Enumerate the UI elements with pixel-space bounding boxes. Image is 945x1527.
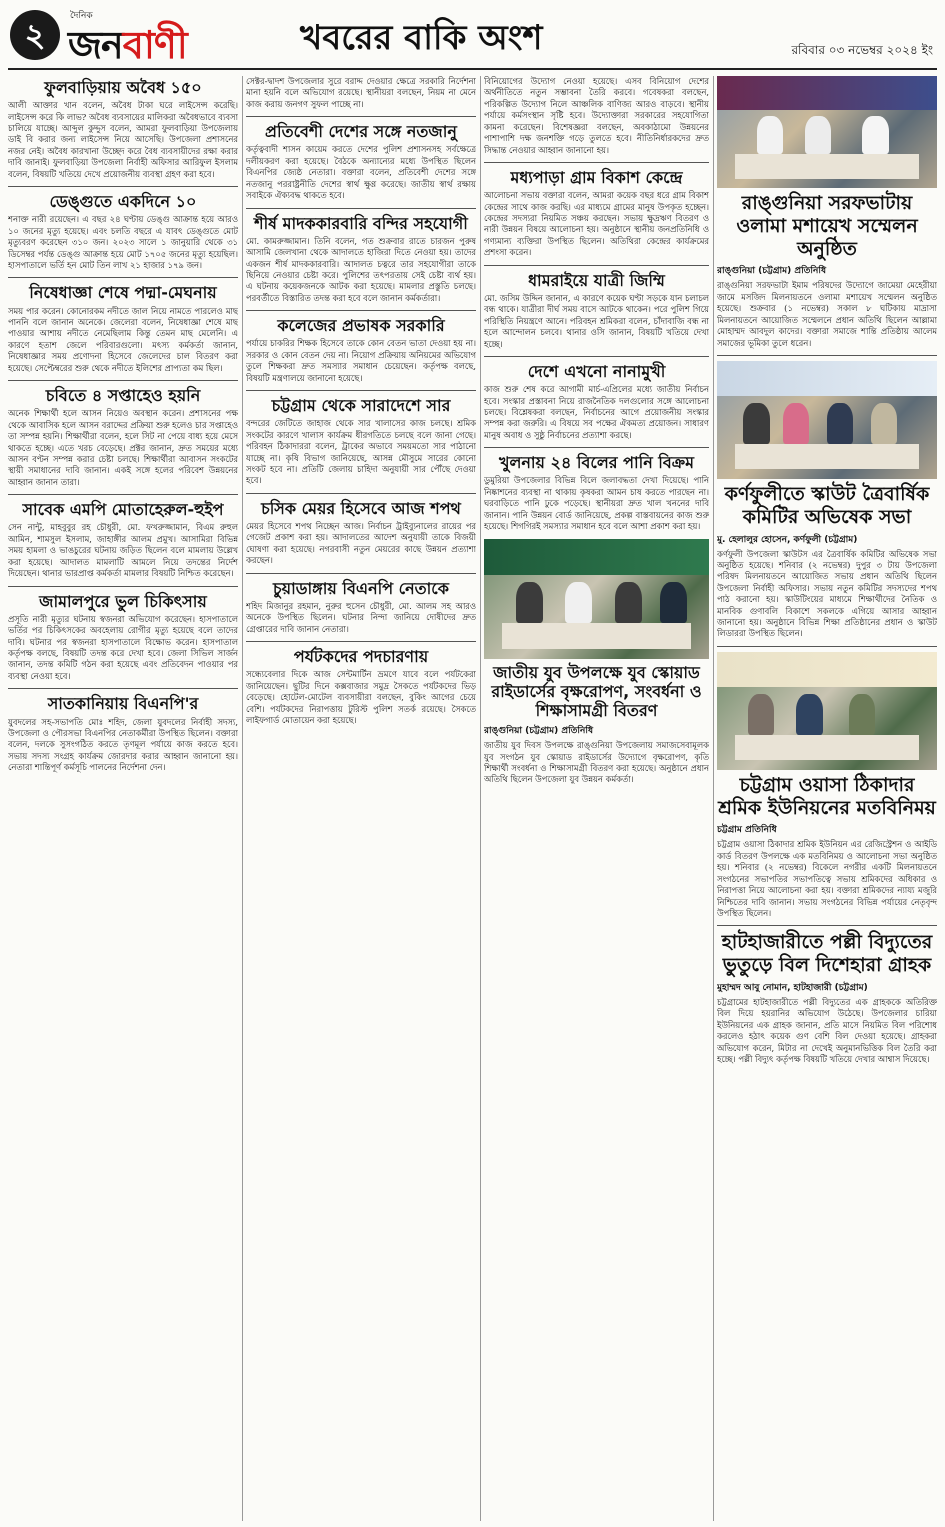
- article-headline: সাতকানিয়ায় বিএনপি'র: [47, 694, 199, 714]
- article-body: যুবদলের সহ-সভাপতি মোঃ শহিদ, জেলা যুবদলের নির্বাহী সদস্য, উপজেলা ও পৌরসভা বিএনপির নেতাকর্মীরা উপস্থিত ছিলেন। বক্তারা বলেন, দলকে সুসংগঠিত করতে তৃণমূল পর্যায়ে কাজ করতে হবে। সভায় সদস্য সংগ্রহ কার্যক্রম জোরদার করার আহ্বান জানানো হয়। নেতারা শান্তিপূর্ণ কর্মসূচি পালনের নির্দেশনা দেন।: [8, 716, 238, 773]
- divider: [246, 390, 476, 391]
- article-headline: চট্টগ্রাম থেকে সারাদেশে সার: [271, 396, 451, 416]
- column-2: [246, 76, 476, 1521]
- article-headline: খুলনায় ২৪ বিলের পানি বিক্রম: [498, 453, 695, 473]
- article[interactable]: [246, 122, 476, 201]
- article-body: সেক্টর-দ্বাদশ উপজেলার সুরে বরাদ্দ দেওয়ার ক্ষেত্রে সরকারি নির্দেশনা মানা হয়নি বলে অভিযোগ রয়েছে। স্থানীয়রা বলছেন, নিয়ম না মেনে কাজ করায় জনগণ সুফল পাচ্ছে না।: [246, 76, 476, 109]
- divider: [246, 573, 476, 574]
- article[interactable]: [246, 579, 476, 635]
- divider: [8, 277, 238, 278]
- divider: [717, 355, 937, 356]
- divider: [8, 688, 238, 689]
- article-byline: রাঙ্গুনিয়া (চট্টগ্রাম) প্রতিনিধি: [717, 266, 826, 277]
- divider: [8, 586, 238, 587]
- article[interactable]: [484, 362, 709, 441]
- article-body: সন্ধ্যেবেলার দিকে আজ সেন্টমার্টিন ভ্রমণে যাবে বলে পর্যটকেরা জানিয়েছেন। ছুটির দিনে কক্সবাজার সমুদ্র সৈকতে পর্যটকদের ভিড় বেড়েছে। হোটেল-মোটেল ব্যবসায়ীরা বলছেন, বুকিং আগের চেয়ে বেশি। পর্যটকদের নিরাপত্তায় টুরিস্ট পুলিশ সতর্ক রয়েছে। সৈকতে লাইফগার্ড মোতায়েন করা হয়েছে।: [246, 669, 476, 726]
- article[interactable]: [717, 931, 937, 1065]
- article-byline: মুহাম্মদ আবু নোমান, হাটহাজারী (চট্টগ্রাম): [717, 983, 868, 994]
- article-headline: নিষেধাজ্ঞা শেষে পদ্মা-মেঘনায়: [29, 283, 217, 303]
- article-byline: রাঙ্গুনিয়া (চট্টগ্রাম) প্রতিনিধি: [484, 726, 593, 737]
- article[interactable]: [484, 271, 709, 350]
- article[interactable]: [8, 694, 238, 773]
- article-body: পর্যায়ে চাকরির শিক্ষক হিসেবে তাকে কোন বেতন ভাতা দেওয়া হয় না। সরকার ও কোন বেতন দেয় না। নিয়োগ প্রক্রিয়ায় অনিয়মের অভিযোগ তুলে শিক্ষকরা দ্রুত সমস্যার সমাধান চেয়েছেন। কর্তৃপক্ষ বলছে, বিষয়টি মন্ত্রণালয়ে জানানো হয়েছে।: [246, 338, 476, 383]
- article[interactable]: [484, 76, 709, 156]
- article-headline: ডেঙ্গুতে একদিনে ১০: [49, 192, 197, 212]
- article-headline: চবিতে ৪ সপ্তাহেও হয়নি: [45, 386, 201, 406]
- article-headline: হাটহাজারীতে পল্লী বিদ্যুতের ভুতুড়ে বিল দিশেহারা গ্রাহক: [721, 931, 933, 977]
- article[interactable]: [8, 283, 238, 374]
- article-headline: কলেজের প্রভাষক সরকারি: [277, 316, 445, 336]
- article[interactable]: [484, 453, 709, 532]
- column-divider: [480, 76, 481, 1521]
- article-body: শহিদ মিজানুর রহমান, নুরুর হুসেন চৌধুরী, মো. আলম সহ আরও অনেকে উপস্থিত ছিলেন। ঘটনার নিন্দা জানিয়ে দোষীদের দ্রুত গ্রেপ্তারের দাবি জানান নেতারা।: [246, 600, 476, 634]
- divider: [484, 447, 709, 448]
- article-body: বন্দরের জেটিতে জাহাজ থেকে সার খালাসের কাজ চলছে। শ্রমিক সংকটের কারণে খালাস কার্যক্রম ধীরগতিতে চলছে বলে জানা গেছে। পরিবহন ঠিকাদাররা বলেন, ট্রাকের অভাবে সময়মতো সার পাঠানো যাচ্ছে না। কৃষি বিভাগ জানিয়েছে, আসন্ন মৌসুমে সারের কোনো সংকট হবে না। প্রতিটি জেলায় চাহিদা অনুযায়ী সার পৌঁছে দেওয়া হবে।: [246, 418, 476, 486]
- article-headline: চট্টগ্রাম ওয়াসা ঠিকাদার শ্রমিক ইউনিয়নের মতবিনিময়: [718, 773, 936, 819]
- article[interactable]: [484, 168, 709, 259]
- divider: [246, 310, 476, 311]
- article-body: সময় পার করেন। কোনোরকম নদীতে জাল নিয়ে নামতে পারলেও মাছ পাননি বলে জানান অনেকে। জেলেরা বলেন, নিষেধাজ্ঞা শেষে মাছ পাওয়ার আশায় নদীতে নেমেছিলাম কিন্তু তেমন মাছ মেলেনি। এ কারণে হতাশ জেলে পরিবারগুলো। মৎস্য কর্মকর্তা জানান, নিষেধাজ্ঞার সময় প্রণোদনা হিসেবে জেলেদের চাল বিতরণ করা হয়েছে। সেপ্টেম্বরের শুরু থেকে নদীতে ইলিশের প্রাপ্যতা কম ছিল।: [8, 305, 238, 373]
- article-body: শনাক্ত নারী রয়েছেন। এ বছর ২৪ ঘণ্টায় ডেঙ্গু আক্রান্ত হয়ে আরও ১০ জনের মৃত্যু হয়েছে। এবং চলতি বছরে এ যাবৎ ডেঙ্গুতে মোট মৃত্যুবরণ করেছেন ৩১০ জন। ২০২৩ সালে ১ জানুয়ারি থেকে ৩১ ডিসেম্বর পর্যন্ত ডেঙ্গু আক্রান্ত হয়ে মোট ১৭০৫ জনের মৃত্যু হয়েছিল। হাসপাতালে ভর্তি হন মোট তিন লাখ ২১ হাজার ১৭৯ জন।: [8, 214, 238, 271]
- column-divider: [242, 76, 243, 1521]
- article-body: চট্টগ্রামের হাটহাজারীতে পল্লী বিদ্যুতের এক গ্রাহককে অতিরিক্ত বিল দিয়ে হয়রানির অভিযোগ উঠেছে। উপজেলার চারিয়া ইউনিয়নের এক গ্রাহক জানান, প্রতি মাসে নিয়মিত বিল পরিশোধ করলেও হঠাৎ কয়েক গুণ বেশি বিল দেওয়া হয়েছে। গ্রাহকরা অভিযোগ করেন, মিটার না দেখেই অনুমানভিত্তিক বিল তৈরি করা হচ্ছে। পল্লী বিদ্যুৎ কর্তৃপক্ষ বিষয়টি খতিয়ে দেখার আশ্বাস দিয়েছে।: [717, 997, 937, 1065]
- logo-part-1: জন: [68, 23, 123, 67]
- column-3: [484, 76, 709, 1521]
- masthead: [0, 0, 945, 68]
- issue-date: রবিবার ০৩ নভেম্বর ২০২৪ ইং: [791, 43, 933, 57]
- article-body: আলোচনা সভায় বক্তারা বলেন, আমরা কয়েক বছর ধরে গ্রাম বিকাশ কেন্দ্রের সাথে কাজ করছি। এর মাধ্যমে গ্রামের মানুষ উপকৃত হচ্ছেন। কেন্দ্রের সদস্যরা নিয়মিত সঞ্চয় করছেন। সভায় ক্ষুদ্রঋণ বিতরণ ও নারী উন্নয়ন বিষয়ে আলোচনা হয়। অনুষ্ঠানে স্থানীয় জনপ্রতিনিধি ও গণ্যমান্য ব্যক্তিরা উপস্থিত ছিলেন। অতিথিরা কেন্দ্রের কার্যক্রমের প্রশংসা করেন।: [484, 190, 709, 258]
- divider: [246, 641, 476, 642]
- article[interactable]: [8, 500, 238, 579]
- article-body: ডুমুরিয়া উপজেলার বিভিন্ন বিলে জলাবদ্ধতা দেখা দিয়েছে। পানি নিষ্কাশনের ব্যবস্থা না থাকায় কৃষকরা আমন চাষ করতে পারছেন না। ঘরবাড়িতে পানি ঢুকে পড়েছে। স্থানীয়রা দ্রুত খাল খননের দাবি জানান। পানি উন্নয়ন বোর্ড জানিয়েছে, প্রকল্প বাস্তবায়নের কাজ শুরু হয়েছে। শিগগিরই সমস্যার সমাধান হবে বলে আশা প্রকাশ করা হয়।: [484, 475, 709, 532]
- article-headline: ধামরাইয়ে যাত্রী জিম্মি: [528, 270, 665, 290]
- article-body: জাতীয় যুব দিবস উপলক্ষে রাঙ্গুনিয়া উপজেলায় সমাজসেবামূলক যুব সংগঠন যুব স্কোয়াড রাইডার্সের উদ্যোগে বৃক্ষরোপণ, কৃতি শিক্ষার্থী সংবর্ধনা ও শিক্ষাসামগ্রী বিতরণ করা হয়েছে। অনুষ্ঠানে প্রধান অতিথি ছিলেন উপজেলা যুব উন্নয়ন কর্মকর্তা।: [484, 740, 709, 785]
- article-headline: ফুলবাড়িয়ায় অবৈধ ১৫০: [44, 78, 202, 97]
- article-headline: জামালপুরে ভুল চিকিৎসায়: [39, 591, 207, 611]
- article-headline: চুয়াডাঙ্গায় বিএনপি নেতাকে: [273, 578, 449, 598]
- masthead-rule: [8, 68, 937, 70]
- newspaper-logo[interactable]: [68, 16, 187, 80]
- article-headline: প্রতিবেশী দেশের সঙ্গে নতজানু: [265, 122, 457, 142]
- article-headline: কর্ণফুলীতে স্কাউট ত্রৈবার্ষিক কমিটির অভিষেক সভা: [724, 482, 930, 528]
- divider: [246, 208, 476, 209]
- divider: [484, 265, 709, 266]
- article[interactable]: [246, 76, 476, 110]
- article-body: মো. কামরুজ্জামান। তিনি বলেন, গত শুক্রবার রাতে চারজন পুরুষ আসামি জেলখানা থেকে আদালতে হাজিরা দিতে নেওয়া হয়। তাদের একজন শীর্ষ মাদককারবারি। আদালত চত্বরে তার সহযোগীরা তাকে ছিনিয়ে নেওয়ার চেষ্টা করে। পুলিশের তৎপরতায় সেই চেষ্টা ব্যর্থ হয়। এ ঘটনায় কয়েকজনকে আটক করা হয়েছে। মামলার প্রস্তুতি চলছে। পরবর্তীতে বিস্তারিত তদন্ত করা হবে বলে জানান কর্মকর্তারা।: [246, 235, 476, 303]
- divider: [8, 380, 238, 381]
- article-body: কাজ শুরু শেষ করে আগামী মার্চ-এপ্রিলের মধ্যে জাতীয় নির্বাচন হবে। সংস্কার প্রস্তাবনা নিয়ে রাজনৈতিক দলগুলোর সঙ্গে আলোচনা চলছে। বিশ্লেষকরা বলছেন, নির্বাচনের আগে প্রয়োজনীয় সংস্কার সম্পন্ন করা জরুরি। এ বিষয়ে সব পক্ষের ঐকমত্য প্রয়োজন। সাধারণ মানুষ অবাধ ও সুষ্ঠু নির্বাচনের প্রত্যাশা করছে।: [484, 384, 709, 440]
- article-byline: মু. হেলালুর হোসেন, কর্ণফুলী (চট্টগ্রাম): [717, 534, 858, 545]
- article-headline: চসিক মেয়র হিসেবে আজ শপথ: [261, 498, 461, 518]
- article-body: রাঙ্গুনিয়া সরফভাটা ইমাম পরিষদের উদ্যোগে জামেয়া মেহেরীয়া জামে মসজিদ মিলনায়তনে ওলামা মশায়েখ সম্মেলন অনুষ্ঠিত হয়েছে। শুক্রবার (১ নভেম্বর) সকাল ৮ ঘটিকায় মাদ্রাসা মিলনায়তনে আয়োজিত সম্মেলনে প্রধান অতিথি ছিলেন আল্লামা মোহাম্মদ আবদুল কাদের। বক্তারা সমাজে শান্তি প্রতিষ্ঠায় আলেম সমাজের ভূমিকা তুলে ধরেন।: [717, 280, 937, 348]
- logo-part-2: বাণী: [122, 23, 187, 67]
- news-photo: [717, 652, 937, 770]
- column-divider: [713, 76, 714, 1521]
- article-headline: রাঙ্গুনিয়া সরফভাটায় ওলামা মশায়েখ সম্মেলন অনুষ্ঠিত: [736, 192, 918, 260]
- article[interactable]: [246, 396, 476, 487]
- article-body: কর্তৃত্ববাদী শাসন কায়েম করতে দেশের পুলিশ প্রশাসনসহ সর্বক্ষেত্রে দলীয়করণ করা হয়েছে। বৈঠকে অন্যান্যের মধ্যে উপস্থিত ছিলেন বিএনপির জ্যেষ্ঠ নেতারা। বক্তারা বলেন, প্রতিবেশী দেশের সঙ্গে নতজানু পররাষ্ট্রনীতি দেশের স্বার্থ ক্ষুণ্ণ করেছে। জাতীয় স্বার্থ রক্ষায় সবাইকে ঐক্যবদ্ধ থাকতে হবে।: [246, 144, 476, 201]
- news-photo: [717, 76, 937, 188]
- article[interactable]: [484, 663, 709, 786]
- column-4: [717, 76, 937, 1521]
- article-body: আলী আক্তার খান বলেন, অবৈধ টাকা ঘরে লাইসেন্স করেছি। লাইসেন্স করে কি লাভ? অবৈধ ব্যবসায়ের মালিকরা অবৈধভাবে ব্যবসা চালিয়ে যাচ্ছে। আব্দুল কুদ্দুস বলেন, আমরা ফুলবাড়িয়া উপজেলায় ডাই বি করার জন্য লাইসেন্স নিয়ে আসেছি। উপজেলা প্রশাসনের নজর নেই। অবৈধ কারখানা উচ্ছেদ করে বৈধ ব্যবসায়ীদের রক্ষা করার দাবি জানাই। ফুলবাড়িয়া উপজেলা নির্বাহী অফিসার আরিফুল ইসলাম বলেন, বিষয়টি খতিয়ে দেখে প্রয়োজনীয় ব্যবস্থা গ্রহণ করা হবে।: [8, 100, 238, 179]
- article-body: কর্ণফুলী উপজেলা স্কাউটস এর ত্রৈবার্ষিক কমিটির অভিষেক সভা অনুষ্ঠিত হয়েছে। শনিবার (২ নভেম্বর) দুপুর ৩ টায় উপজেলা পরিষদ মিলনায়তনে আয়োজিত সভায় প্রধান অতিথি ছিলেন উপজেলা নির্বাহী অফিসার। সভায় নতুন কমিটির সদস্যদের শপথ পাঠ করানো হয়। স্কাউটিংয়ের মাধ্যমে শিক্ষার্থীদের নৈতিক ও মানবিক গুণাবলি বিকাশে সকলকে এগিয়ে আসার আহ্বান জানানো হয়। অনুষ্ঠানে বিভিন্ন শিক্ষা প্রতিষ্ঠানের প্রধান ও স্কাউট লিডাররা উপস্থিত ছিলেন।: [717, 548, 937, 639]
- article-headline: শীর্ষ মাদককারবারি বন্দির সহযোগী: [254, 213, 468, 233]
- article-body: সেন নান্টু, মাহবুবুর রহ চৌধুরী, মো. ফখরুজ্জামান, বিএম রুহুল আমিন, শামসুল ইসলাম, জাহাঙ্গীর আলম প্রমুখ। আসামিরা বিভিন্ন সময় হামলা ও ভাঙচুরের ঘটনায় জড়িত ছিলেন বলে মামলায় উল্লেখ করা হয়েছে। আদালত মামলাটি আমলে নিয়ে তদন্তের নির্দেশ দিয়েছেন। থানার ভারপ্রাপ্ত কর্মকর্তা মামলার বিষয়টি নিশ্চিত করেছেন।: [8, 522, 238, 579]
- divider: [246, 116, 476, 117]
- article-headline: মধ্যপাড়া গ্রাম বিকাশ কেন্দ্রে: [510, 167, 683, 187]
- article-body: মো. জসিম উদ্দিন জানান, এ কারণে কয়েক ঘণ্টা সড়কে যান চলাচল বন্ধ থাকে। যাত্রীরা দীর্ঘ সময় বাসে আটকে থাকেন। পরে পুলিশ গিয়ে পরিস্থিতি নিয়ন্ত্রণে আনে। পরিবহন শ্রমিকরা বলেন, চাঁদাবাজি বন্ধ না হলে আন্দোলন চলবে। থানার ওসি জানান, বিষয়টি খতিয়ে দেখা হচ্ছে।: [484, 292, 709, 349]
- article[interactable]: [717, 774, 937, 920]
- article[interactable]: [8, 78, 238, 180]
- article[interactable]: [8, 192, 238, 271]
- article-headline: জাতীয় যুব উপলক্ষে যুব স্কোয়াড রাইডার্সের বৃক্ষরোপণ, সংবর্ধনা ও শিক্ষাসামগ্রী বিতরণ: [491, 662, 702, 720]
- divider: [246, 493, 476, 494]
- article[interactable]: [246, 499, 476, 567]
- article-body: চট্টগ্রাম ওয়াসা ঠিকাদার শ্রমিক ইউনিয়ন এর রেজিস্ট্রেশন ও আইডি কার্ড বিতরণ উপলক্ষে এক মতবিনিময় ও আলোচনা সভা অনুষ্ঠিত হয়। শনিবার (২ নভেম্বর) বিকেলে নগরীর একটি মিলনায়তনে সংগঠনের সভাপতির সভাপতিত্বে সভায় শ্রমিকদের অধিকার ও নিরাপত্তা নিয়ে আলোচনা করা হয়। বক্তারা শ্রমিকদের ন্যায্য মজুরি নিশ্চিতের দাবি জানান। সভায় সংগঠনের বিভিন্ন পর্যায়ের নেতৃবৃন্দ উপস্থিত ছিলেন।: [717, 839, 937, 919]
- column-1: [8, 76, 238, 1521]
- news-photo: [484, 539, 709, 659]
- article[interactable]: [717, 483, 937, 640]
- divider: [484, 356, 709, 357]
- divider: [717, 925, 937, 926]
- page-number: ২: [10, 10, 60, 60]
- divider: [717, 646, 937, 647]
- article[interactable]: [8, 592, 238, 683]
- divider: [484, 162, 709, 163]
- article-body: অনেক শিক্ষার্থী হলে আসন নিয়েও অবস্থান করেন। প্রশাসনের পক্ষ থেকে আবাসিক হলে আসন বরাদ্দের প্রক্রিয়া শুরু হলেও চার সপ্তাহেও তা সম্পন্ন হয়নি। শিক্ষার্থীরা বলেন, হলে সিট না পেয়ে বাধ্য হয়ে মেসে থাকতে হচ্ছে। এতে খরচ বেড়েছে। প্রক্টর জানান, দ্রুত সময়ের মধ্যে আসন বণ্টন সম্পন্ন করার চেষ্টা চলছে। শিক্ষার্থীরা আবাসন সংকটের স্থায়ী সমাধানের দাবি জানান। একই সঙ্গে হলের পরিবেশ উন্নয়নের আহ্বান জানান তারা।: [8, 408, 238, 487]
- section-title: খবরের বাকি অংশ: [300, 18, 543, 58]
- article-headline: দেশে এখনো নানামুখী: [527, 361, 666, 381]
- article[interactable]: [246, 214, 476, 305]
- article[interactable]: [8, 386, 238, 488]
- article-byline: চট্টগ্রাম প্রতিনিধি: [717, 825, 777, 836]
- daily-label: দৈনিক: [70, 11, 93, 21]
- article-headline: পর্যটকদের পদচারণায়: [293, 647, 429, 667]
- article[interactable]: [717, 192, 937, 349]
- article-headline: সাবেক এমপি মোতাহেরুল-হুইপ: [22, 500, 224, 520]
- article-body: বিনিয়োগের উদ্যোগ নেওয়া হয়েছে। এসব বিনিয়োগ দেশের অর্থনীতিতে নতুন সম্ভাবনা তৈরি করবে। গবেষকরা বলছেন, পরিকল্পিত উদ্যোগ নিলে আঞ্চলিক বাণিজ্য আরও বাড়বে। স্থানীয় পর্যায়ে কর্মসংস্থান সৃষ্টি হবে। উদ্যোক্তারা সরকারের সহযোগিতা কামনা করেছেন। বিশেষজ্ঞরা বলছেন, অবকাঠামো উন্নয়নের পাশাপাশি দক্ষ জনশক্তি গড়ে তুলতে হবে। নীতিনির্ধারকদের দ্রুত সিদ্ধান্ত নেওয়ার আহ্বান জানানো হয়।: [484, 76, 709, 155]
- divider: [8, 186, 238, 187]
- article[interactable]: [246, 316, 476, 384]
- divider: [8, 494, 238, 495]
- news-photo: [717, 361, 937, 479]
- article-body: মেয়র হিসেবে শপথ নিচ্ছেন আজ। নির্বাচন ট্রাইব্যুনালের রায়ের পর গেজেট প্রকাশ করা হয়। আদালতের আদেশ অনুযায়ী তাকে বিজয়ী ঘোষণা করা হয়েছে। নগরবাসী নতুন মেয়রের কাছে উন্নয়ন প্রত্যাশা করছেন।: [246, 521, 476, 566]
- article-body: প্রসূতি নারী মৃত্যুর ঘটনায় স্বজনরা অভিযোগ করেছেন। হাসপাতালে ভর্তির পর চিকিৎসকের অবহেলায় রোগীর মৃত্যু হয়েছে বলে তাদের দাবি। ঘটনার পর স্বজনরা হাসপাতালে বিক্ষোভ করেন। হাসপাতাল কর্তৃপক্ষ বলছে, বিষয়টি তদন্ত করে দেখা হবে। জেলা সিভিল সার্জন জানান, তদন্ত কমিটি গঠন করা হয়েছে এবং প্রতিবেদন পাওয়ার পর ব্যবস্থা নেওয়া হবে।: [8, 613, 238, 681]
- article[interactable]: [246, 647, 476, 726]
